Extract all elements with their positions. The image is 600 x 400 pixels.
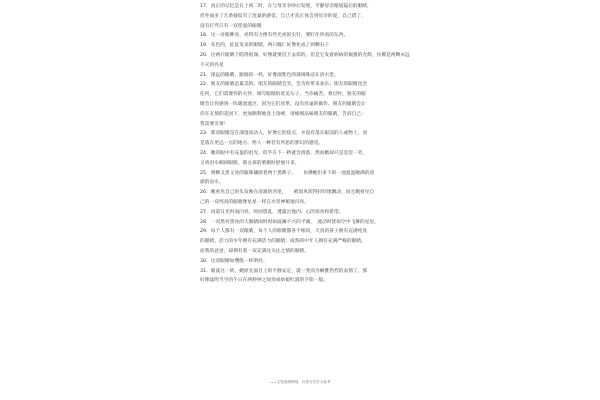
text-line: 21．深远的眼睛，跟琥珀一样，好像深紫色的玻璃珠浸在清水里。 — [200, 72, 339, 78]
text-line: 24．她的眼中有充盈的泪光，似乎在下一秒就会滑落，然而她却只是忽忽一笑， — [200, 150, 368, 156]
text-line: 我需要友情！ — [200, 121, 229, 127]
text-line: 31．眼波这一转，她原先面目上的平静安定，就一变而为娴雅热烈的表情了。那 — [200, 268, 368, 274]
text-line: 而我的爸爸，却拥有着一双充满这关注之情的眼睛。 — [200, 248, 309, 254]
text-line: 己的一双纯真的眼睛像星星一样在水里神秘地闪亮。 — [200, 199, 309, 205]
text-line: 17．真正的记忆是在上初二时，在与母亲争吵后发现，平静母亲眼镜镜后的眼睛， — [200, 4, 372, 9]
text-line: 睛会让你感到一阵暖流流过，因为它们真挚，没有丝毫的做作。朋友的眼睛会让 — [200, 101, 366, 107]
text-line: 你在友情的花园下，更加顺利地登上顶峰，请细细品味朋友的眼睛，告诉自己： — [200, 111, 366, 117]
text-line: 27．再道日光时而闪亮，时而悠乱，透露出他内、心的惊喜和希望。 — [200, 209, 344, 215]
page-footer: ——文档来源网络，仅供分享学习参考 — [269, 380, 331, 384]
text-line: 25．两颗又黑又亮的眼珠镶嵌着两个黑眸子。 仿佛她们多下的一池盈盈敞满的清 — [200, 170, 375, 176]
document-body — [200, 0, 410, 286]
text-line: 29．每个人都有一双眼睛，每个人的眼睛都各不相同，天真的孩子拥有充满纯真 — [200, 229, 368, 235]
text-line: 22．朋友的眼睛是最美的。朋友的眼睛会笑，会为你带来欢乐；朋友的眼睛也会 — [200, 82, 368, 88]
text-line: 18．这一对眼眸亮，亮得有力像有些光亮的尖针，要盯住所看的东西。 — [200, 33, 349, 39]
text-line: 的眼睛，活力的少年拥有充满活力的眼睛；成熟的中年人拥有充满严峻的眼睛， — [200, 239, 366, 245]
text-line: 30．这双眼睛如缨般一样明亮。 — [200, 258, 268, 264]
text-line: 任何，它们需要你的关怀，细写眼睛的优美句子，当你痛苦、难过时，朋友的眼 — [200, 92, 366, 98]
text-line: 19．灰色的，征征发呆的眼睛，两只瞳仁好像化成了两颗石子 — [200, 43, 330, 49]
text-line: 好像晶明当空的午日在两秒钟之间变成姑娘红润的夕阳一般。 — [200, 278, 328, 284]
text-line: 是落在更远一点的地方。给人一种若有所思的梦幻的感觉。 — [200, 141, 324, 147]
text-line: 28．一双黑亮黑亮的大眼睛闲时时如波澜不兴的平湖， 流动时犹如空中飞舞的星星。 — [200, 219, 380, 225]
text-line: 又将泪水咽回眼眶，那女孩的脸顿时舒展开来。 — [200, 160, 300, 166]
text-line: 26．她看见自己的头发映在清澈的河里， 被晨风吹得轻轻地飘动，而且她看见自 — [200, 190, 375, 196]
text-line: 澈的泉水。 — [200, 180, 224, 186]
text-line: 没有打骂只有一双慈爱的眼睛 — [200, 23, 262, 29]
text-line: 但外面多了几条皱纹有了沧桑的感觉，自己才真正体会到母亲的爱，自己错了， — [200, 13, 366, 19]
text-line: 23．那双眼睛是在深邃而动人，好像它的焦点，并没有落在眼前的人或物上，而 — [200, 131, 368, 137]
text-line: 20．这两只眼睛下陷得很深，好像就要沉下去似的，但是它发着病病的倔强的光辉，仿佛是两颗永远不灭的亮星 — [200, 52, 410, 68]
